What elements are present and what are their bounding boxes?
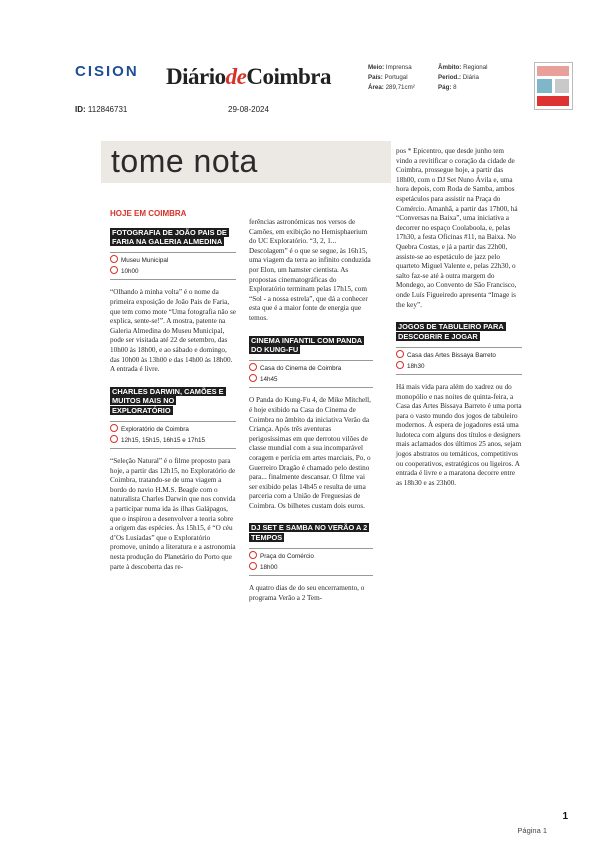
article-time: 18h30	[407, 362, 425, 370]
article-place: Casa das Artes Bissaya Barreto	[407, 351, 496, 359]
article-body: A quatro dias de do seu encerramento, o programa Verão a 2 Tem-	[249, 584, 365, 602]
article-title	[396, 322, 522, 341]
column-3	[396, 147, 522, 488]
article-title-text: DJ SET E SAMBA NO VERÃO A 2 TEMPOS	[251, 523, 368, 542]
article-title-text: FOTOGRAFIA DE JOÃO PAIS DE FARIA NA GALERIA ALMEDINA	[112, 227, 227, 246]
article-time: 10h00	[121, 268, 139, 276]
period-value: Diária	[462, 74, 479, 81]
location-icon	[110, 424, 118, 432]
clock-icon	[396, 361, 404, 369]
article-place: Casa do Cinema de Coimbra	[260, 365, 342, 373]
area-label: Área:	[368, 84, 384, 91]
article-title	[110, 228, 236, 247]
page-label: Página 1	[517, 826, 547, 835]
article-body-continued: ferências astronómicas nos versos de Camões, em exibição no Hemisphaerium do UC Exploratório. “3, 2, 1... Descolagem” é o que se segue, às 16h15, uma viagem da terra ao infinito conduzida por Elon, um hamster cientista. As propostas cinematográficas do Exploratório terminam pelas 17h15, com “Sol - a nossa estrela”, que dá a conhecer esta que é a maior fonte de energia que temos.	[249, 218, 371, 322]
pais-label: País:	[368, 74, 383, 81]
article-time: 14h45	[260, 376, 278, 384]
page-number: 1	[562, 811, 568, 822]
clipping-id	[75, 105, 127, 114]
tome-nota-banner	[101, 141, 391, 183]
meio-label: Meio:	[368, 64, 385, 71]
pag-value: 8	[453, 84, 457, 91]
article-body-continued: pos * Epicentro, que desde junho tem vindo a revitificar o coração da cidade de Coimbra, prossegue hoje, a partir das 18h00, com o DJ Set Nuno Ávila e, uma hora depois, com Roda de Samba, ambos espetáculos para assistir na Praça do Comércio. Amanhã, a partir das 17h00, há “Conversas na Baixa”, uma iniciativa a decorrer no espaço Coolaboola, e, pelas 17h30, a festa Oficinas #11, na Baixa. No Quebra Costas, e já a partir das 22h00, assiste-se ao espetáculo de jazz pelo quarteto Miguel Valente e, pelas 22h30, o salto faz-se até à outra margem do Mondego, ao Convento de São Francisco, onde Luís Figueiredo apresenta “Image is the key”.	[396, 147, 518, 309]
article-body: “Olhando à minha volta” é o nome da primeira exposição de João Pais de Faria, que tem como mote “Uma fotografia não se explica, sente-se!”. A mostra, patente na Galeria Almedina do Museu Municipal, pode ser visitada até 22 de setembro, das 10h00 às 18h00, e ao sábado e domingo, das 10h00 às 13h00 e das 14h00 às 18h00. A entrada é livre.	[110, 288, 236, 374]
ambito-value: Regional	[463, 64, 488, 71]
column-2	[249, 218, 373, 603]
article-title	[110, 387, 236, 415]
meta-right	[438, 63, 488, 93]
article-body: “Seleção Natural” é o filme proposto para hoje, a partir das 12h15, no Exploratório de Coimbra, tratando-se de uma viagem a bordo do navio H.M.S. Beagle com o naturalista Charles Darwin que nos convida a participar numa ida às ilhas Galápagos, que o inspirou a desenvolver a teoria sobre a origem das espécies. Às 15h15, é “O céu d’Os Lusíadas” que o Exploratório promove, unindo a literatura e a astronomia nesta produção do Planetário do Porto que parte à descoberta das re-	[110, 456, 236, 571]
article-title-text: CINEMA INFANTIL COM PANDA DO KUNG-FU	[251, 335, 363, 354]
banner-title: tome nota	[111, 143, 258, 179]
masthead-part-1: Diário	[166, 64, 226, 89]
article-place: Museu Municipal	[121, 257, 169, 265]
section-title: HOJE EM COIMBRA	[110, 209, 187, 218]
article-place: Exploratório de Coimbra	[121, 425, 189, 433]
article-title-text: JOGOS DE TABULEIRO PARA DESCOBRIR E JOGAR	[398, 322, 504, 341]
location-icon	[396, 350, 404, 358]
column-1	[110, 209, 236, 572]
location-icon	[249, 551, 257, 559]
id-label: ID:	[75, 105, 86, 114]
article-title	[249, 523, 373, 542]
cision-logo: CISION	[75, 63, 139, 80]
masthead	[166, 64, 331, 90]
clock-icon	[110, 435, 118, 443]
pais-value: Portugal	[384, 74, 408, 81]
masthead-part-2: de	[225, 64, 247, 89]
location-icon	[110, 255, 118, 263]
article-time: 12h15, 15h15, 16h15 e 17h15	[121, 436, 206, 444]
page-thumbnail[interactable]	[534, 62, 573, 110]
clock-icon	[249, 374, 257, 382]
article-body: O Panda do Kung-Fu 4, de Mike Mitchell, é hoje exibido na Casa do Cinema de Coimbra no âmbito da iniciativa Verão da Criança. Após três aventuras perigosíssimas em que derrotou vilões de classe mundial com a sua incomparável coragem e perícia em artes marciais, Po, o Guerreiro Dragão é chamado pelo destino para... finalmente descansar. O filme vai ser exibido pelas 14h45 e resulta de uma parceria com a União de Freguesias de Coimbra. Os bilhetes custam dois euros.	[249, 396, 371, 510]
article-title	[249, 336, 373, 355]
meta-left	[368, 63, 415, 93]
clock-icon	[249, 562, 257, 570]
area-value: 289,71cm²	[385, 84, 415, 91]
ambito-label: Âmbito:	[438, 64, 462, 71]
id-value: 112846731	[87, 105, 128, 114]
article-time: 18h00	[260, 564, 278, 572]
article-title-text: CHARLES DARWIN, CAMÕES E MUITOS MAIS NO EXPLORATÓRIO	[112, 386, 224, 415]
pag-label: Pág:	[438, 84, 452, 91]
article-place: Praça do Comércio	[260, 553, 314, 561]
location-icon	[249, 363, 257, 371]
period-label: Period.:	[438, 74, 462, 81]
article-body: Há mais vida para além do xadrez ou do monopólio e nas noites de quinta-feira, a Casa das Artes Bissaya Barreto é uma porta para o vasto mundo dos jogos de tabuleiro modernos. À espera de jogadores está uma ludoteca com alguns dos títulos e designers mais aclamados dos últimos 25 anos, sejam jogos abstratos ou temáticos, competitivos ou cooperativos, estratégicos ou ligeiros. A entrada é livre e a maratona decorre entre as 18h30 e as 23h00.	[396, 382, 522, 487]
clock-icon	[110, 266, 118, 274]
masthead-part-3: Coimbra	[246, 64, 331, 89]
meio-value: Imprensa	[385, 64, 412, 71]
publication-date: 29-08-2024	[228, 105, 269, 114]
